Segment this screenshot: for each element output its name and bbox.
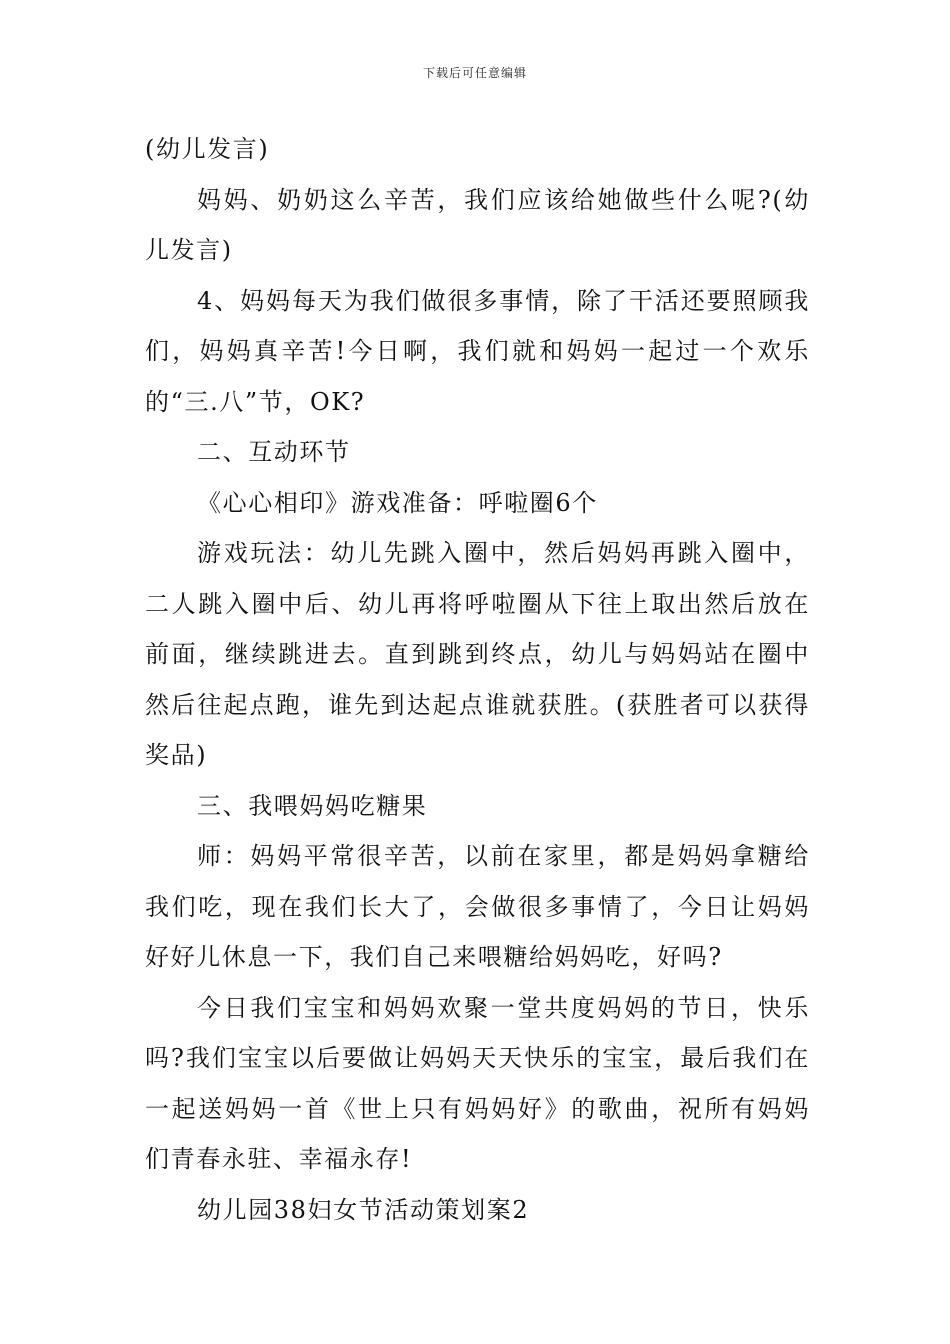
page-header: 下载后可任意编辑 (422, 66, 527, 80)
paragraph: 4、妈妈每天为我们做很多事情，除了干活还要照顾我们，妈妈真辛苦!今日啊，我们就和妈妈一起过一个欢乐的“三.八”节，OK? (145, 286, 810, 416)
paragraph: 今日我们宝宝和妈妈欢聚一堂共度妈妈的节日，快乐吗?我们宝宝以后要做让妈妈天天快乐的宝宝，最后我们在一起送妈妈一首《世上只有妈妈好》的歌曲，祝所有妈妈们青春永驻、幸福永存! (145, 993, 810, 1173)
section-heading: 幼儿园38妇女节活动策划案2 (197, 1195, 530, 1224)
document-body (145, 124, 810, 1235)
paragraph: (幼儿发言) (145, 135, 270, 163)
paragraph: 师：妈妈平常很辛苦，以前在家里，都是妈妈拿糖给我们吃，现在我们长大了，会做很多事情了，今日让妈妈好好儿休息一下，我们自己来喂糖给妈妈吃，好吗? (145, 842, 810, 971)
paragraph: 《心心相印》游戏准备：呼啦圈6个 (197, 488, 598, 517)
section-heading: 三、我喂妈妈吃糖果 (197, 791, 428, 820)
section-heading: 二、互动环节 (197, 438, 351, 466)
paragraph: 游戏玩法：幼儿先跳入圈中，然后妈妈再跳入圈中，二人跳入圈中后、幼儿再将呼啦圈从下往上取出然后放在前面，继续跳进去。直到跳到终点，幼儿与妈妈站在圈中然后往起点跑，谁先到达起点谁就获胜。(获胜者可以获得奖品) (145, 539, 810, 769)
paragraph: 妈妈、奶奶这么辛苦，我们应该给她做些什么呢?(幼儿发言) (145, 185, 810, 264)
